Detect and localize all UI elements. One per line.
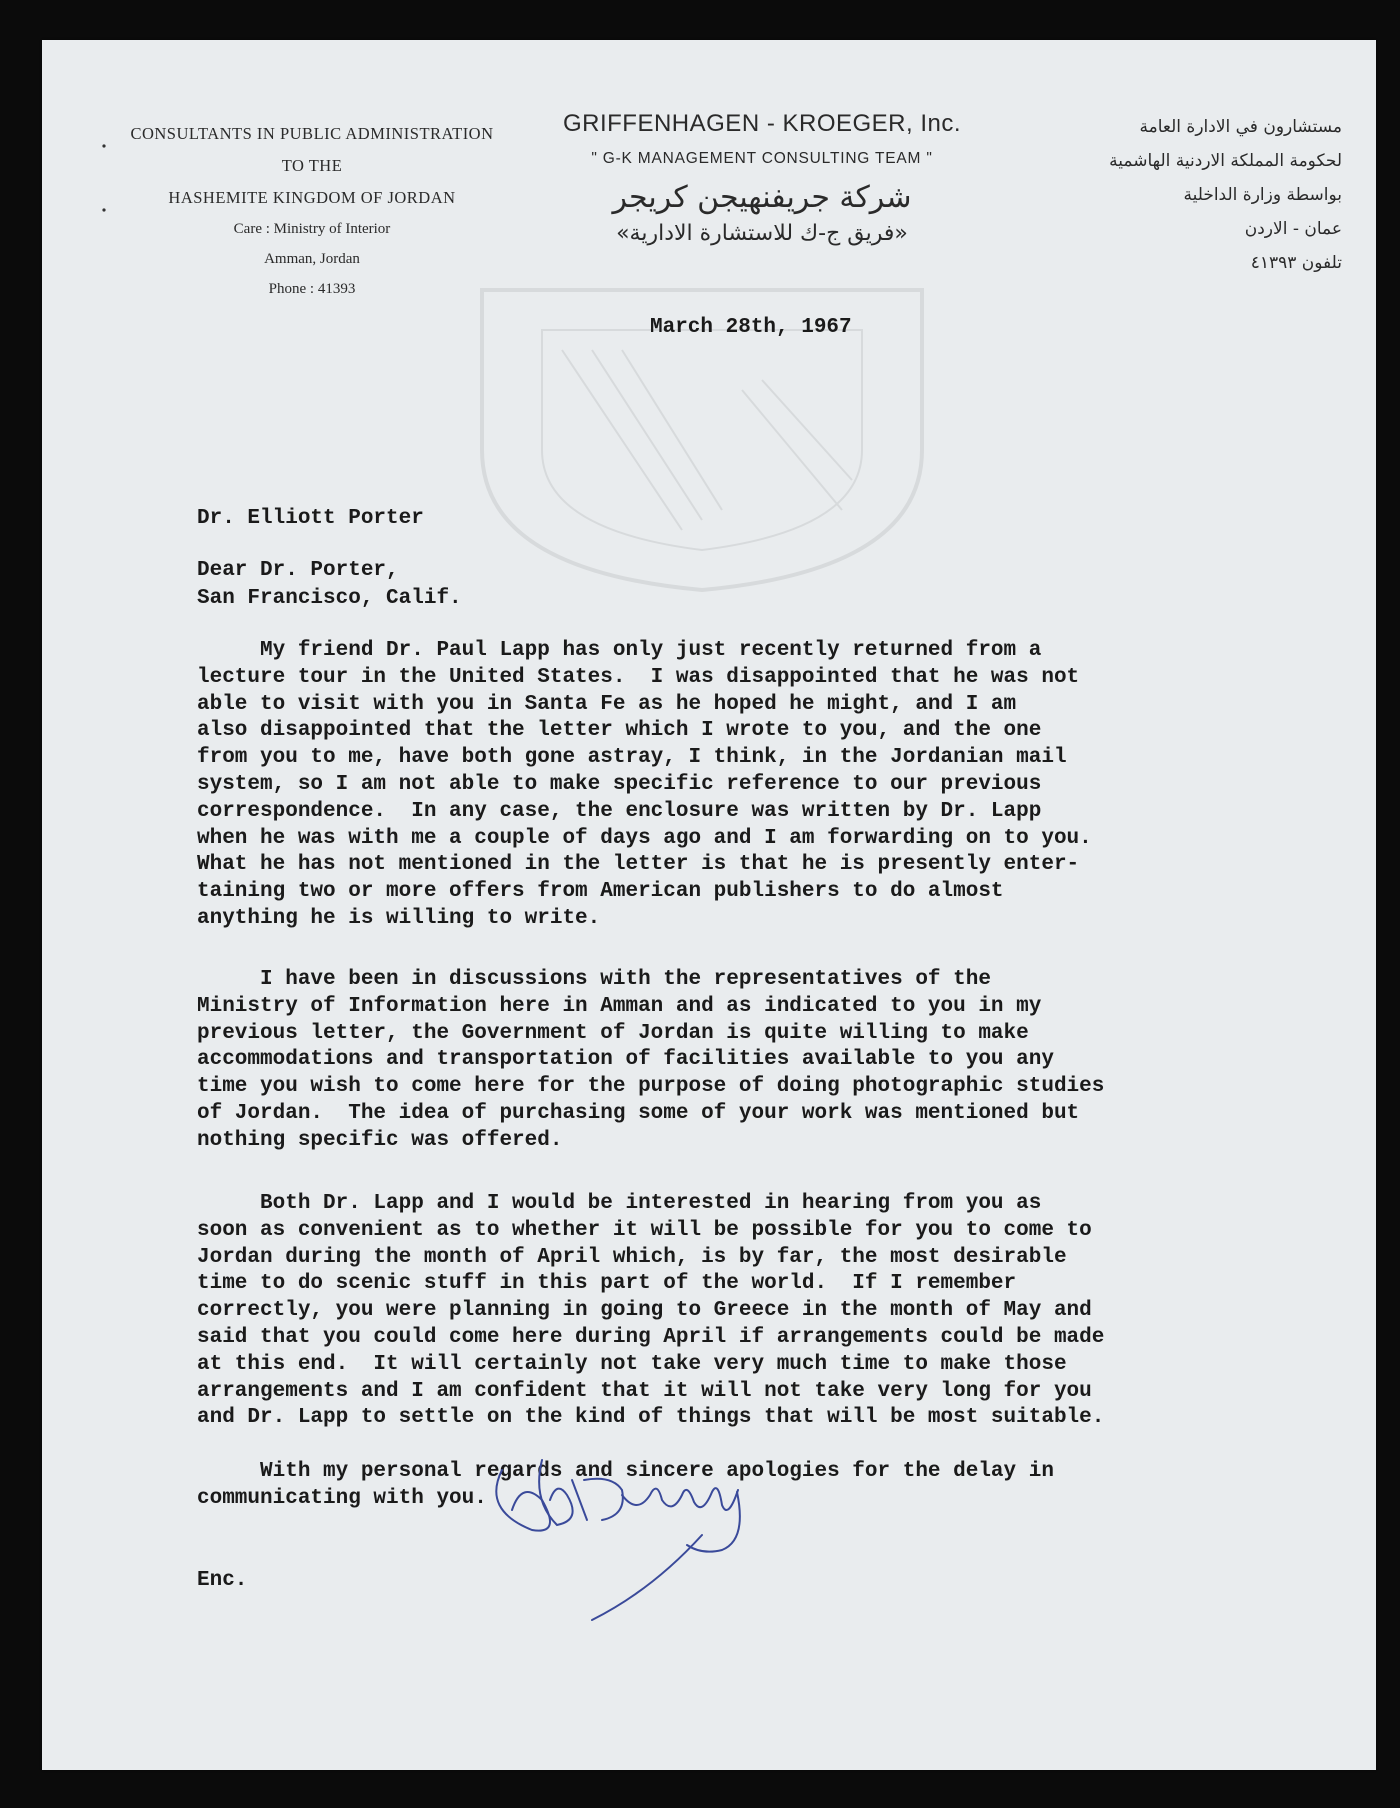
letterhead-left-line: CONSULTANTS IN PUBLIC ADMINISTRATION <box>130 124 494 143</box>
letterhead-phone: Phone : 41393 <box>268 281 356 297</box>
paragraph-line: Jordan during the month of April which, is by far, the most desirable <box>197 1245 1067 1269</box>
paragraph-line: able to visit with you in Santa Fe as he hoped he might, and I am <box>197 692 1017 716</box>
salutation: Dear Dr. Porter, <box>197 559 399 582</box>
paragraph-line: anything he is willing to write. <box>197 906 601 930</box>
letterhead-right-line: بواسطة وزارة الداخلية <box>1183 185 1342 205</box>
paragraph-line: With my personal regards and sincere apologies for the delay in <box>197 1460 1054 1483</box>
recipient-location: San Francisco, Calif. <box>197 586 462 610</box>
paragraph-line: time you wish to come here for the purpose of doing photographic studies <box>197 1075 1105 1099</box>
paragraph-line: I have been in discussions with the representatives of the <box>197 968 991 991</box>
paragraph-line: taining two or more offers from American publishers to do almost <box>197 880 1004 904</box>
paragraph-line: from you to me, have both gone astray, I think, in the Jordanian mail <box>197 746 1067 770</box>
paragraph-line: My friend Dr. Paul Lapp has only just recently returned from a <box>197 639 1042 662</box>
company-name-arabic: شركة جريفنهيجن كريجر <box>612 180 912 215</box>
letterhead-right-line: لحكومة المملكة الاردنية الهاشمية <box>1109 151 1342 171</box>
letterhead-left-line: TO THE <box>281 156 343 175</box>
paragraph-line: correspondence. In any case, the enclosure was written by Dr. Lapp <box>197 799 1042 823</box>
paragraph-line: soon as convenient as to whether it will be possible for you to come to <box>197 1218 1092 1242</box>
enclosure-note: Enc. <box>197 1569 248 1592</box>
paragraph-line: nothing specific was offered. <box>197 1128 563 1152</box>
paragraph-3 <box>197 1191 1104 1432</box>
letterhead-right-line: عمان - الاردن <box>1244 219 1342 239</box>
letterhead-right-arabic <box>1042 110 1342 280</box>
letterhead-left-line: HASHEMITE KINGDOM OF JORDAN <box>168 188 456 207</box>
recipient-name: Dr. Elliott Porter <box>197 506 424 530</box>
paragraph-line: and Dr. Lapp to settle on the kind of things that will be most suitable. <box>197 1406 1105 1430</box>
paragraph-line: Both Dr. Lapp and I would be interested in hearing from you as <box>197 1192 1042 1215</box>
paragraph-1 <box>197 638 1092 933</box>
paragraph-line: arrangements and I am confident that it will not take very long for you <box>197 1379 1092 1403</box>
paragraph-line: system, so I am not able to make specific reference to our previous <box>197 772 1042 796</box>
paragraph-line: time to do scenic stuff in this part of the world. If I remember <box>197 1272 1017 1296</box>
letterhead-center <box>522 110 1002 246</box>
paragraph-line: also disappointed that the letter which I wrote to you, and the one <box>197 719 1042 743</box>
paragraph-line: communicating with you. <box>197 1486 487 1510</box>
paragraph-line: lecture tour in the United States. I was disappointed that he was not <box>197 665 1080 689</box>
paragraph-line: Ministry of Information here in Amman and as indicated to you in my <box>197 994 1042 1018</box>
paragraph-line: at this end. It will certainly not take very much time to make those <box>197 1352 1067 1376</box>
paragraph-line: What he has not mentioned in the letter is that he is presently enter- <box>197 853 1080 877</box>
company-team: " G-K MANAGEMENT CONSULTING TEAM " <box>591 150 933 167</box>
letterhead-left-line: Amman, Jordan <box>264 251 360 267</box>
letterhead-right-line: مستشارون في الادارة العامة <box>1139 117 1342 137</box>
company-name: GRIFFENHAGEN - KROEGER, Inc. <box>562 110 962 137</box>
letter-date: March 28th, 1967 <box>650 316 852 339</box>
paragraph-line: of Jordan. The idea of purchasing some of your work was mentioned but <box>197 1101 1080 1125</box>
paragraph-line: previous letter, the Government of Jordan is quite willing to make <box>197 1021 1029 1045</box>
letterhead-left-line: Care : Ministry of Interior <box>233 221 391 237</box>
letterhead-left <box>102 124 522 298</box>
handwritten-signature <box>472 1420 772 1640</box>
company-team-arabic: «فريق ج-ك للاستشارة الادارية» <box>616 221 908 246</box>
paragraph-line: said that you could come here during April if arrangements could be made <box>197 1325 1105 1349</box>
letter-sheet <box>42 40 1376 1770</box>
paragraph-line: correctly, you were planning in going to Greece in the month of May and <box>197 1299 1092 1323</box>
letterhead-right-line: تلفون ٤١٣٩٣ <box>1250 253 1342 273</box>
paragraph-line: accommodations and transportation of facilities available to you any <box>197 1048 1054 1072</box>
paragraph-2 <box>197 967 1104 1155</box>
paragraph-line: when he was with me a couple of days ago and I am forwarding on to you. <box>197 826 1092 850</box>
